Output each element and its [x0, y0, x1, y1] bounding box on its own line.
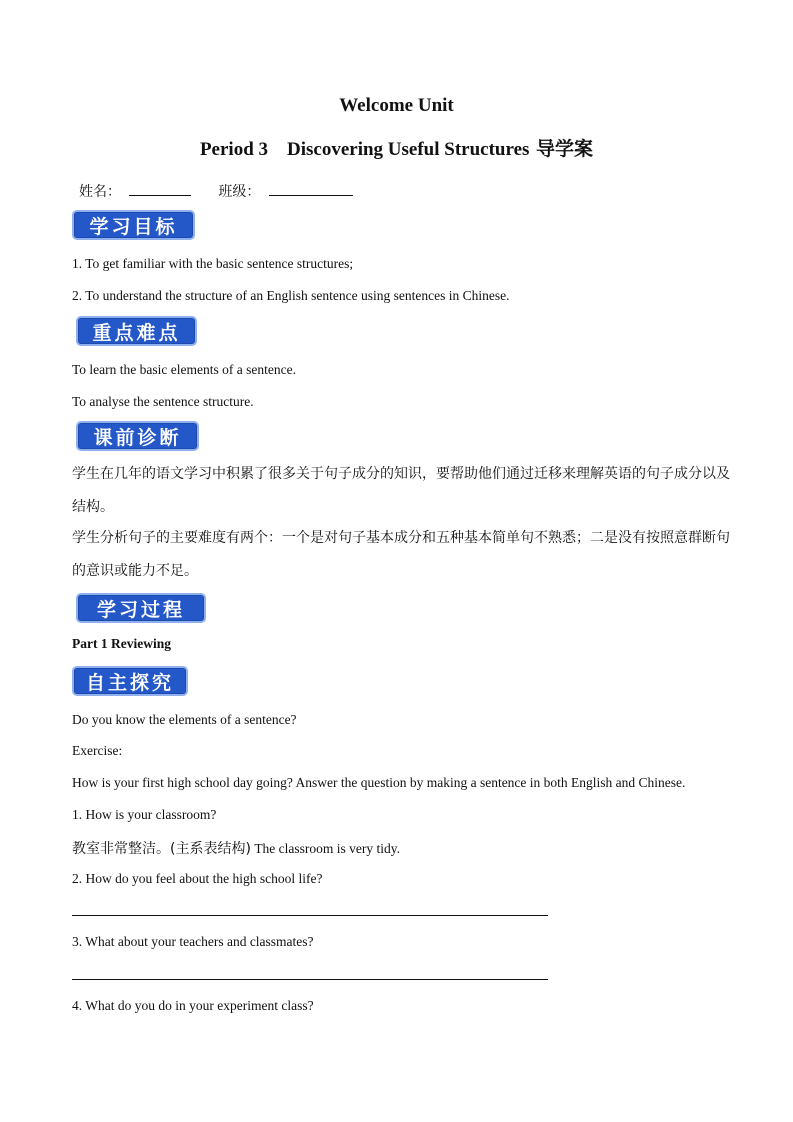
name-blank[interactable] — [129, 181, 191, 196]
badge-pre-class-diagnosis: 课前诊断 — [76, 421, 199, 451]
question-text: Do you know the elements of a sentence? — [72, 712, 297, 727]
document-subtitle — [0, 134, 793, 161]
answer-english: The classroom is very tidy. — [250, 841, 401, 856]
badge-key-points: 重点难点 — [76, 316, 197, 346]
answer-line[interactable] — [72, 915, 548, 916]
part-title: Part 1 Reviewing — [72, 636, 171, 651]
exercise-label: Exercise: — [72, 743, 123, 758]
student-info-row — [79, 181, 353, 201]
objective-item: 2. To understand the structure of an English sentence using sentences in Chinese. — [72, 288, 510, 303]
document-title: Welcome Unit — [339, 95, 454, 116]
class-blank[interactable] — [269, 181, 353, 196]
exercise-question: 1. How is your classroom? — [72, 807, 217, 822]
badge-learning-process: 学习过程 — [76, 593, 206, 623]
exercise-question: 2. How do you feel about the high school life? — [72, 871, 323, 886]
diagnosis-paragraph: 学生在几年的语文学习中积累了很多关于句子成分的知识，要帮助他们通过迁移来理解英语的句子成分以及结构。 — [72, 466, 730, 515]
exercise-question: 4. What do you do in your experiment class? — [72, 998, 314, 1013]
badge-self-study: 自主探究 — [72, 666, 188, 696]
key-point-item: To learn the basic elements of a sentence. — [72, 362, 296, 377]
badge-learning-objectives: 学习目标 — [72, 210, 195, 240]
diagnosis-paragraph: 学生分析句子的主要难度有两个：一个是对句子基本成分和五种基本简单句不熟悉；二是没有按照意群断句的意识或能力不足。 — [72, 530, 730, 579]
objective-item: 1. To get familiar with the basic sentence structures; — [72, 256, 354, 271]
exercise-answer-example — [72, 838, 400, 858]
class-label: 班级： — [218, 184, 261, 200]
answer-chinese: 教室非常整洁。(主系表结构) — [72, 841, 251, 857]
key-point-item: To analyse the sentence structure. — [72, 394, 254, 409]
subtitle-english: Period 3 Discovering Useful Structures — [199, 139, 530, 160]
exercise-instruction: How is your first high school day going? Answer the question by making a sentence in both English and Chinese. — [72, 775, 686, 790]
answer-line[interactable] — [72, 979, 548, 980]
name-label: 姓名： — [79, 184, 121, 200]
exercise-question: 3. What about your teachers and classmates? — [72, 934, 314, 949]
subtitle-chinese: 导学案 — [529, 138, 594, 160]
